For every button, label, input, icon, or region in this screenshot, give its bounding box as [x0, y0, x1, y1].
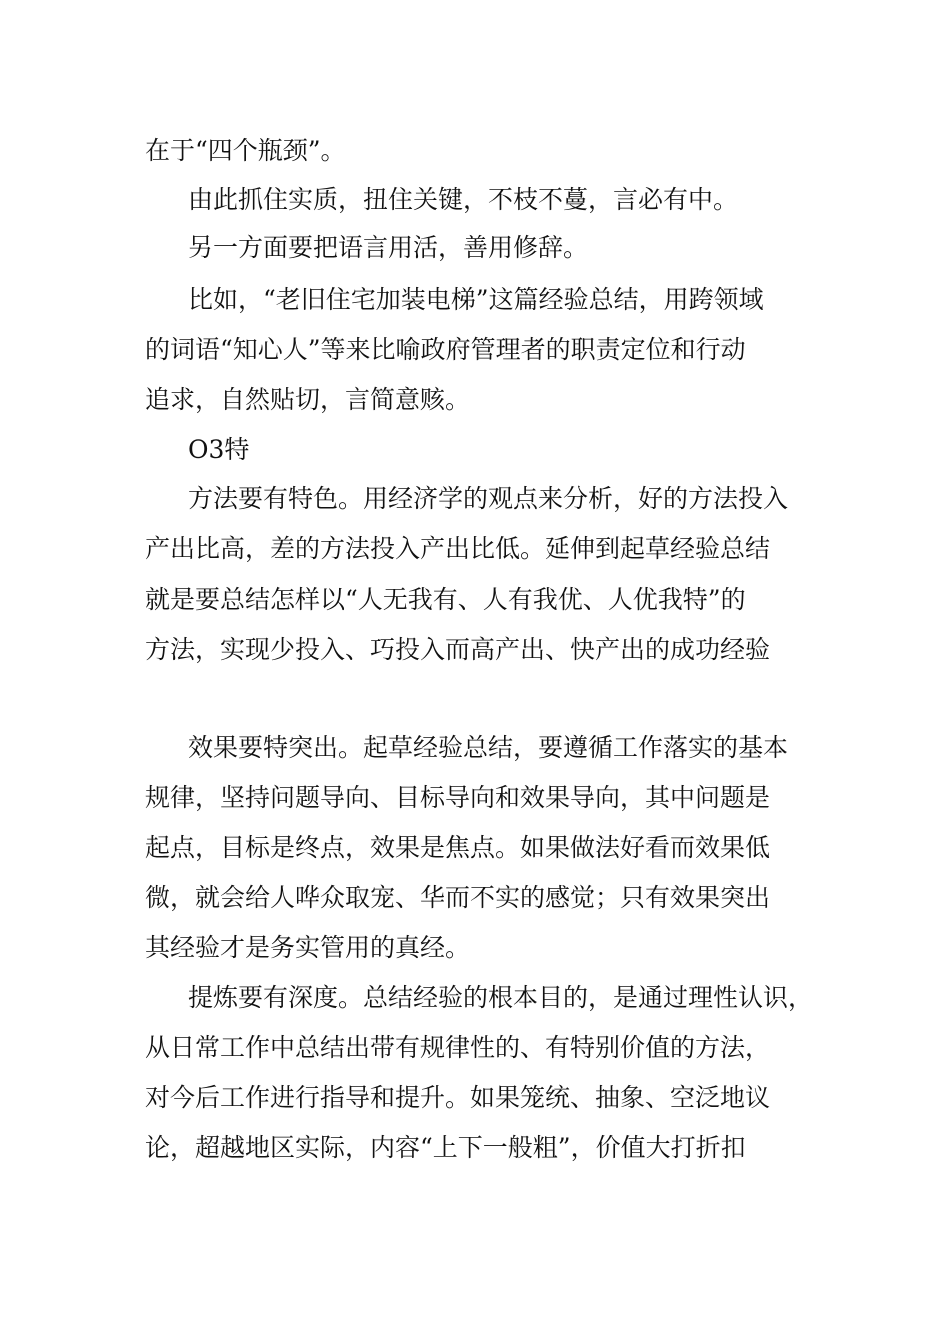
text-line: 另一方面要把语言用活，善用修辞。 [188, 233, 589, 262]
text-line: 在于“四个瓶颈”。 [145, 136, 346, 165]
text-line: 起点，目标是终点，效果是焦点。如果做法好看而效果低 [145, 833, 771, 862]
text-line: 其经验才是务实管用的真经。 [145, 933, 471, 962]
section-heading: O3特 [188, 435, 250, 464]
text-line: 的词语“知心人”等来比喻政府管理者的职责定位和行动 [145, 335, 746, 364]
text-line: 追求，自然贴切，言简意赅。 [145, 385, 471, 414]
text-line: 就是要总结怎样以“人无我有、人有我优、人优我特”的 [145, 585, 746, 614]
text-line: 比如，“老旧住宅加装电梯”这篇经验总结，用跨领域 [188, 285, 764, 314]
text-line: 规律，坚持问题导向、目标导向和效果导向，其中问题是 [145, 783, 771, 812]
text-line: 由此抓住实质，扭住关键，不枝不蔓，言必有中。 [188, 185, 739, 214]
text-line: 微，就会给人哗众取宠、华而不实的感觉；只有效果突出 [145, 883, 771, 912]
text-line: 对今后工作进行指导和提升。如果笼统、抽象、空泛地议 [145, 1083, 771, 1112]
text-line: 从日常工作中总结出带有规律性的、有特别价值的方法， [145, 1033, 771, 1062]
text-line: 论，超越地区实际，内容“上下一般粗”，价值大打折扣 [145, 1133, 746, 1162]
text-line: 提炼要有深度。总结经验的根本目的，是通过理性认识， [188, 983, 814, 1012]
text-line: 产出比高，差的方法投入产出比低。延伸到起草经验总结 [145, 534, 771, 563]
text-line: 方法要有特色。用经济学的观点来分析，好的方法投入 [188, 484, 789, 513]
text-line: 效果要特突出。起草经验总结，要遵循工作落实的基本 [188, 733, 789, 762]
text-line: 方法，实现少投入、巧投入而高产出、快产出的成功经验 [145, 635, 771, 664]
